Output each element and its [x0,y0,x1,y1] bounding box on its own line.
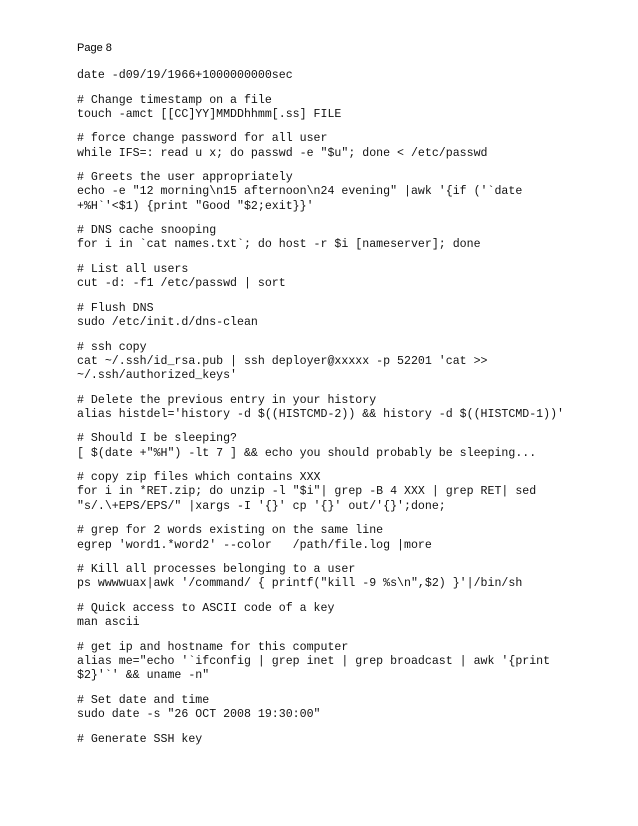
code-command-line: $2}'`' && uname -n" [77,669,210,683]
code-comment-line: # force change password for all user [77,132,328,146]
code-command-line: "s/.\+EPS/EPS/" |xargs -I '{}' cp '{}' out/'{}';done; [77,499,446,513]
code-command-line: for i in *RET.zip; do unzip -l "$i"| grep -B 4 XXX | grep RET| sed [77,485,537,499]
code-block [77,524,597,553]
code-comment-line: # Change timestamp on a file [77,93,272,107]
code-comment-line: # List all users [77,262,189,276]
code-command-line: ps wwwwuax|awk '/command/ { printf("kill -9 %s\n",$2) }'|/bin/sh [77,577,523,591]
code-comment-line: # copy zip files which contains XXX [77,471,321,485]
code-comment-line: # ssh copy [77,340,147,354]
code-block [77,132,597,161]
code-comment-line: # Set date and time [77,693,210,707]
code-comment-line: # Flush DNS [77,301,154,315]
code-command-line: ~/.ssh/authorized_keys' [77,369,238,383]
code-command-line: date -d09/19/1966+1000000000sec [77,69,293,82]
code-command-line: cat ~/.ssh/id_rsa.pub | ssh deployer@xxxxx -p 52201 'cat >> [77,354,488,368]
code-command-line: egrep 'word1.*word2' --color /path/file.log |more [77,538,432,552]
code-command-line: sudo date -s "26 OCT 2008 19:30:00" [77,707,321,721]
code-block [77,563,597,592]
code-command-line: for i in `cat names.txt`; do host -r $i [nameserver]; done [77,238,481,252]
code-block [77,341,597,384]
code-block [77,641,597,684]
code-block [77,171,597,214]
code-command-line: echo -e "12 morning\n15 afternoon\n24 evening" |awk '{if ('`date [77,185,523,199]
code-comment-line: # Quick access to ASCII code of a key [77,601,335,615]
code-block [77,302,597,331]
code-command-line: while IFS=: read u x; do passwd -e "$u"; done < /etc/passwd [77,146,488,160]
code-comment-line: # grep for 2 words existing on the same line [77,524,384,538]
code-block [77,94,597,123]
code-comment-line: # Greets the user appropriately [77,171,293,185]
code-command-line: sudo /etc/init.d/dns-clean [77,316,258,330]
code-block [77,263,597,292]
code-comment-line: # Delete the previous entry in your history [77,393,377,407]
code-comment-line: # Generate SSH key [77,732,203,746]
code-command-line: alias histdel='history -d $((HISTCMD-2)) && history -d $((HISTCMD-1))' [77,407,565,421]
code-block [77,733,597,747]
code-block [77,694,597,723]
code-listing [77,69,597,757]
code-command-line: alias me="echo '`ifconfig | grep inet | grep broadcast | awk '{print [77,654,551,668]
code-block [77,224,597,253]
code-command-line: cut -d: -f1 /etc/passwd | sort [77,277,286,291]
code-comment-line: # Should I be sleeping? [77,432,238,446]
code-command-line: touch -amct [[CC]YY]MMDDhhmm[.ss] FILE [77,107,342,121]
code-block [77,432,597,461]
code-comment-line: # Kill all processes belonging to a user [77,563,356,577]
code-comment-line: # DNS cache snooping [77,224,217,238]
code-command-line: [ $(date +"%H") -lt 7 ] && echo you should probably be sleeping... [77,446,537,460]
code-block [77,394,597,423]
code-block [77,69,597,83]
code-command-line: +%H`'<$1) {print "Good "$2;exit}}' [77,199,314,213]
code-block [77,471,597,514]
code-block [77,602,597,631]
page-number-label: Page 8 [77,42,112,54]
code-comment-line: # get ip and hostname for this computer [77,640,349,654]
code-command-line: man ascii [77,616,140,630]
